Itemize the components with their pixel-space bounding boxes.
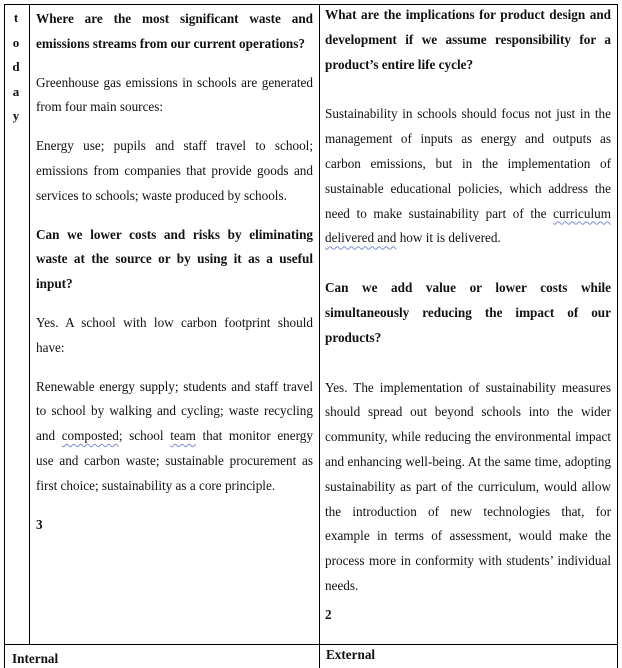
left-answer-1-intro: Greenhouse gas emissions in schools are generated from four main sources: [36, 74, 313, 115]
side-label-today [5, 6, 27, 129]
left-number: 3 [36, 516, 43, 532]
text-run: Sustainability in schools should focus not just in the management of inputs as energy and outputs as carbon emissions, but in the implementation of sustainable educational policies, which address the need to make sustainability part of the [325, 106, 611, 221]
side-letter: t [13, 10, 19, 25]
footer-external: External [326, 647, 376, 662]
left-answer-1-list: Energy use; pupils and staff travel to school; emissions from companies that provide goods and services to schools; waste produced by schools. [36, 138, 313, 203]
left-answer-2-list [36, 375, 313, 499]
text-run: how it is delivered. [396, 230, 501, 246]
spellcheck-word: composted [61, 428, 119, 444]
side-letter: d [12, 59, 20, 74]
left-answer-2-intro: Yes. A school with low carbon footprint should have: [36, 314, 313, 355]
right-answer-2: Yes. The implementation of sustainability measures should spread out beyond schools into the wider community, while reducing the environmental impact and enhancing well-being. At the same time, adopting sustainability as part of the curriculum, would allow the introduction of new technologies that, for example in terms of assessment, would make the process more in conformity with students’ individual needs. [325, 379, 611, 593]
right-answer-1 [325, 102, 611, 251]
spellcheck-phrase: curriculum delivered and [325, 205, 611, 246]
side-letter: y [12, 108, 20, 123]
text-run: Renewable energy supply; students and staff travel to school by walking and cycling; waste recycling and [36, 378, 313, 444]
left-column [36, 7, 313, 537]
right-number: 2 [325, 606, 332, 622]
text-run: ; school [118, 428, 171, 444]
left-question-2: Can we lower costs and risks by eliminating waste at the source or by using it as a useful input? [36, 226, 313, 292]
right-column [325, 3, 611, 628]
divider-footer [4, 644, 618, 645]
right-question-1: What are the implications for product design and development if we assume responsibility for a product’s entire life cycle? [325, 7, 611, 72]
text-run: that monitor energy use and carbon waste; sustainable procurement as first choice; sustainability as a core principle. [36, 428, 313, 493]
side-letter: a [12, 83, 20, 99]
divider-center [319, 4, 320, 668]
footer-internal: Internal [12, 651, 59, 666]
spellcheck-word: team [170, 428, 196, 444]
divider-side [29, 4, 30, 644]
right-question-2: Can we add value or lower costs while simultaneously reducing the impact of our products? [325, 280, 611, 345]
side-letter: o [12, 34, 20, 50]
left-question-1: Where are the most significant waste and emissions streams from our current operations? [36, 11, 313, 51]
